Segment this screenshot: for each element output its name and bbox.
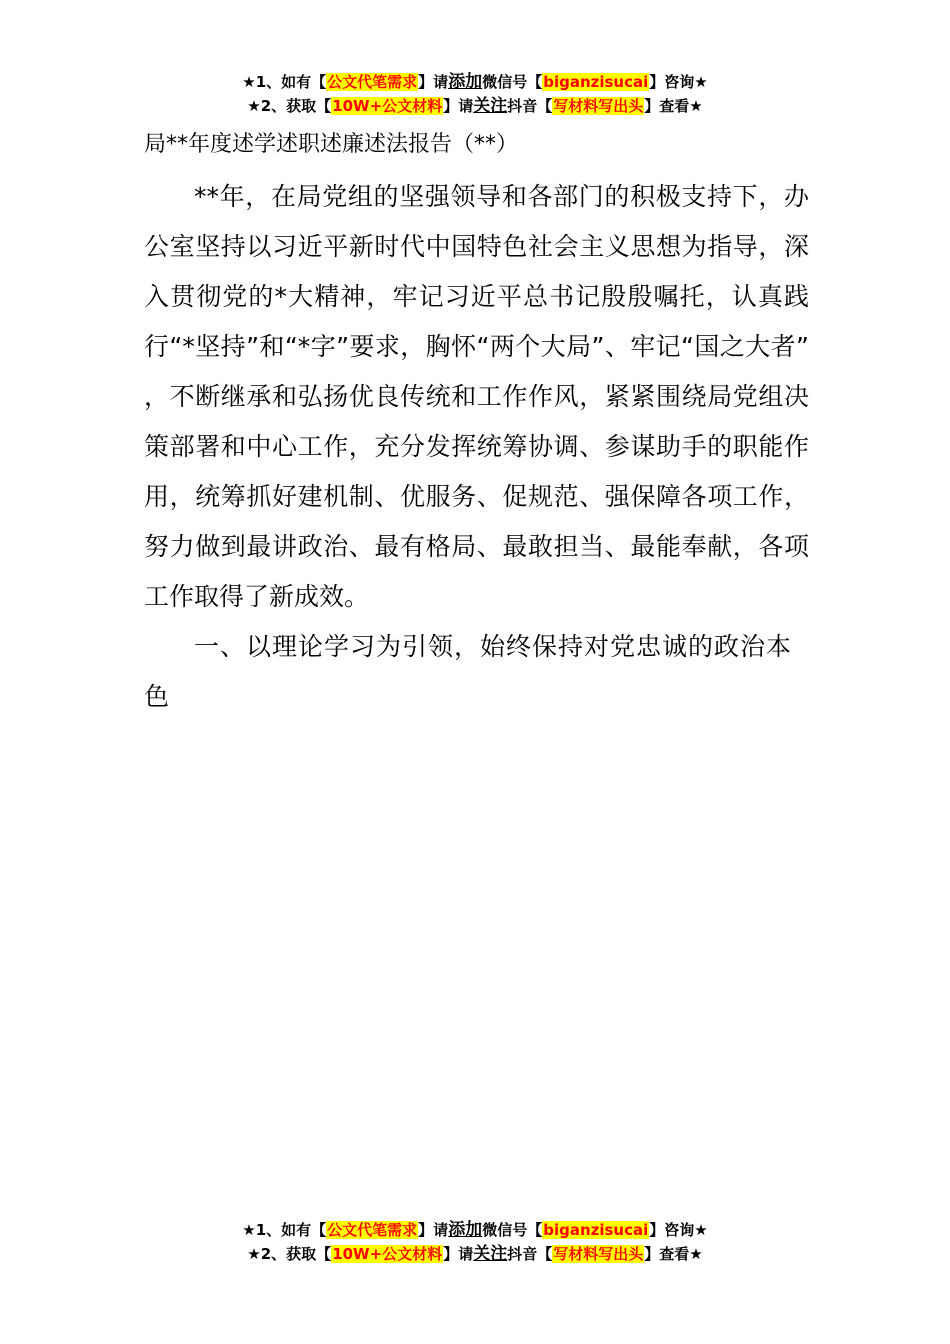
promo-text: 抖音【 <box>507 97 553 115</box>
promo-text: ★2、获取【 <box>247 1245 332 1263</box>
promo-text: 】咨询★ <box>649 73 708 91</box>
promo-emphasis: 关注 <box>473 96 508 116</box>
promo-highlight: 10W+公文材料 <box>332 97 443 115</box>
promo-text: ★2、获取【 <box>247 97 332 115</box>
promo-highlight: 公文代笔需求 <box>327 1221 418 1239</box>
body-paragraph: **年，在局党组的坚强领导和各部门的积极支持下，办公室坚持以习近平新时代中国特色社会主义思想为指导，深入贯彻党的*大精神，牢记习近平总书记殷殷嘱托，认真践行“*坚持”和“*字”要求，胸怀“两个大局”、牢记“国之大者” ，不断继承和弘扬优良传统和工作作风，紧紧围绕局党组决策部署和中心工作，充分发挥统筹协调、参谋助手的职能作用，统筹抓好建机制、优服务、促规范、强保障各项工作，努力做到最讲政治、最有格局、最敢担当、最能奉献，各项工作取得了新成效。 <box>144 182 809 611</box>
promo-text: 】查看★ <box>644 97 703 115</box>
promo-wechat-id: biganzisucai <box>543 73 649 91</box>
promo-text: 】请 <box>418 1221 449 1239</box>
promo-banner-bottom <box>0 1218 950 1266</box>
promo-text: 】查看★ <box>644 1245 703 1263</box>
promo-douyin-id: 写材料写出头 <box>553 97 644 115</box>
promo-text: ★1、如有【 <box>242 1221 327 1239</box>
promo-banner-top <box>0 70 950 118</box>
promo-highlight: 10W+公文材料 <box>332 1245 443 1263</box>
promo-emphasis: 关注 <box>473 1244 508 1264</box>
promo-line-1 <box>0 70 950 94</box>
promo-wechat-id: biganzisucai <box>543 1221 649 1239</box>
promo-douyin-id: 写材料写出头 <box>553 1245 644 1263</box>
promo-text: 】请 <box>418 73 449 91</box>
promo-line-2 <box>0 94 950 118</box>
promo-text: 微信号【 <box>482 73 543 91</box>
document-body <box>144 172 809 722</box>
promo-text: 】咨询★ <box>649 1221 708 1239</box>
document-title: 局**年度述学述职述廉述法报告（**） <box>144 132 519 157</box>
promo-text: 】请 <box>443 97 474 115</box>
promo-highlight: 公文代笔需求 <box>327 73 418 91</box>
promo-line-1 <box>0 1218 950 1242</box>
promo-text: 微信号【 <box>482 1221 543 1239</box>
promo-text: ★1、如有【 <box>242 73 327 91</box>
section-heading: 一、以理论学习为引领，始终保持对党忠诚的政治本色 <box>144 632 793 711</box>
promo-line-2 <box>0 1242 950 1266</box>
promo-text: 】请 <box>443 1245 474 1263</box>
promo-emphasis: 添加 <box>448 1220 483 1240</box>
promo-text: 抖音【 <box>507 1245 553 1263</box>
promo-emphasis: 添加 <box>448 72 483 92</box>
